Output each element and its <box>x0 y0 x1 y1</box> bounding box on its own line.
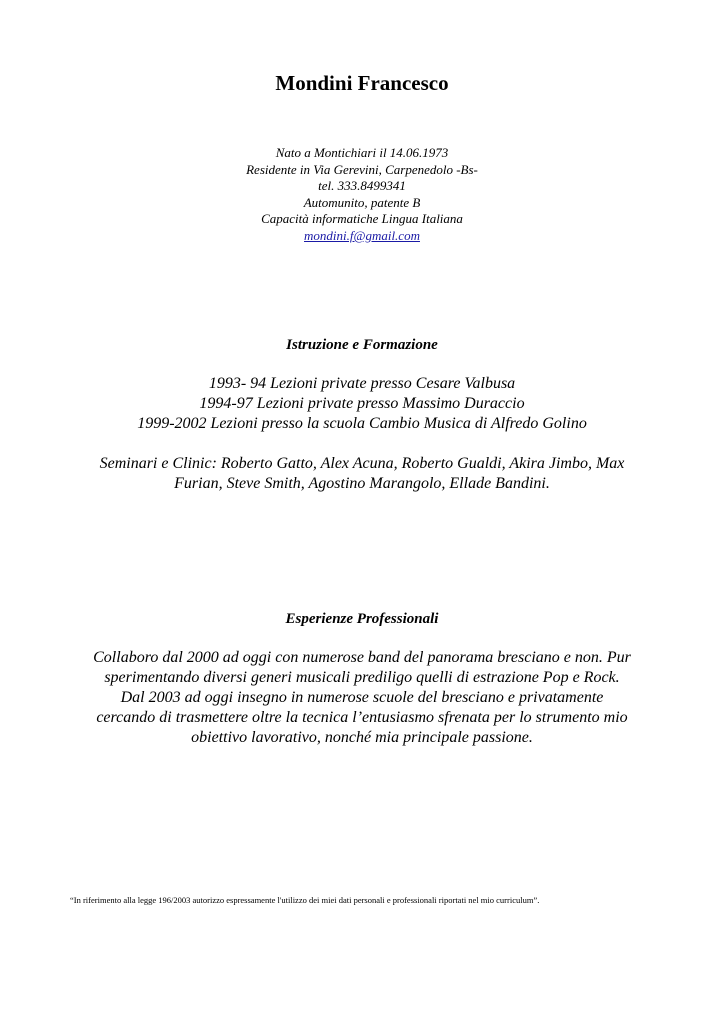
experience-title: Esperienze Professionali <box>285 611 439 627</box>
seminars-text <box>60 454 664 494</box>
experience-line: Collaboro dal 2000 ad oggi con numerose band del panorama bresciano e non. Pur <box>93 649 631 666</box>
address-info: Residente in Via Gerevini, Carpenedolo -Bs- <box>246 161 478 177</box>
education-item: 1999-2002 Lezioni presso la scuola Cambio Musica di Alfredo Golino <box>137 415 587 432</box>
education-list <box>60 374 664 434</box>
seminars-line: Furian, Steve Smith, Agostino Marangolo, Ellade Bandini. <box>174 475 550 492</box>
education-item: 1993- 94 Lezioni private presso Cesare Valbusa <box>208 375 516 392</box>
personal-info <box>0 145 724 245</box>
phone-info: tel. 333.8499341 <box>318 178 406 194</box>
education-title: Istruzione e Formazione <box>286 337 438 353</box>
experience-line: cercando di trasmettere oltre la tecnica l’entusiasmo sfrenata per lo strumento mio <box>96 709 628 726</box>
email-link[interactable]: mondini.f@gmail.com <box>304 227 420 243</box>
education-item: 1994-97 Lezioni private presso Massimo Duraccio <box>199 395 525 412</box>
privacy-footnote: “In riferimento alla legge 196/2003 autorizzo espressamente l'utilizzo dei miei dati personali e professionali riportati nel mio curriculum”. <box>70 895 540 905</box>
experience-text <box>60 648 664 748</box>
skills-info: Capacità informatiche Lingua Italiana <box>261 211 463 227</box>
birth-info: Nato a Montichiari il 14.06.1973 <box>275 145 449 160</box>
experience-line: sperimentando diversi generi musicali prediligo quelli di estrazione Pop e Rock. <box>104 669 620 686</box>
seminars-line: Seminari e Clinic: Roberto Gatto, Alex Acuna, Roberto Gualdi, Akira Jimbo, Max <box>99 455 625 472</box>
person-name: Mondini Francesco <box>275 71 449 95</box>
experience-line: obiettivo lavorativo, nonché mia principale passione. <box>191 729 533 746</box>
experience-line: Dal 2003 ad oggi insegno in numerose scuole del bresciano e privatamente <box>120 689 604 706</box>
license-info: Automunito, patente B <box>303 194 421 210</box>
